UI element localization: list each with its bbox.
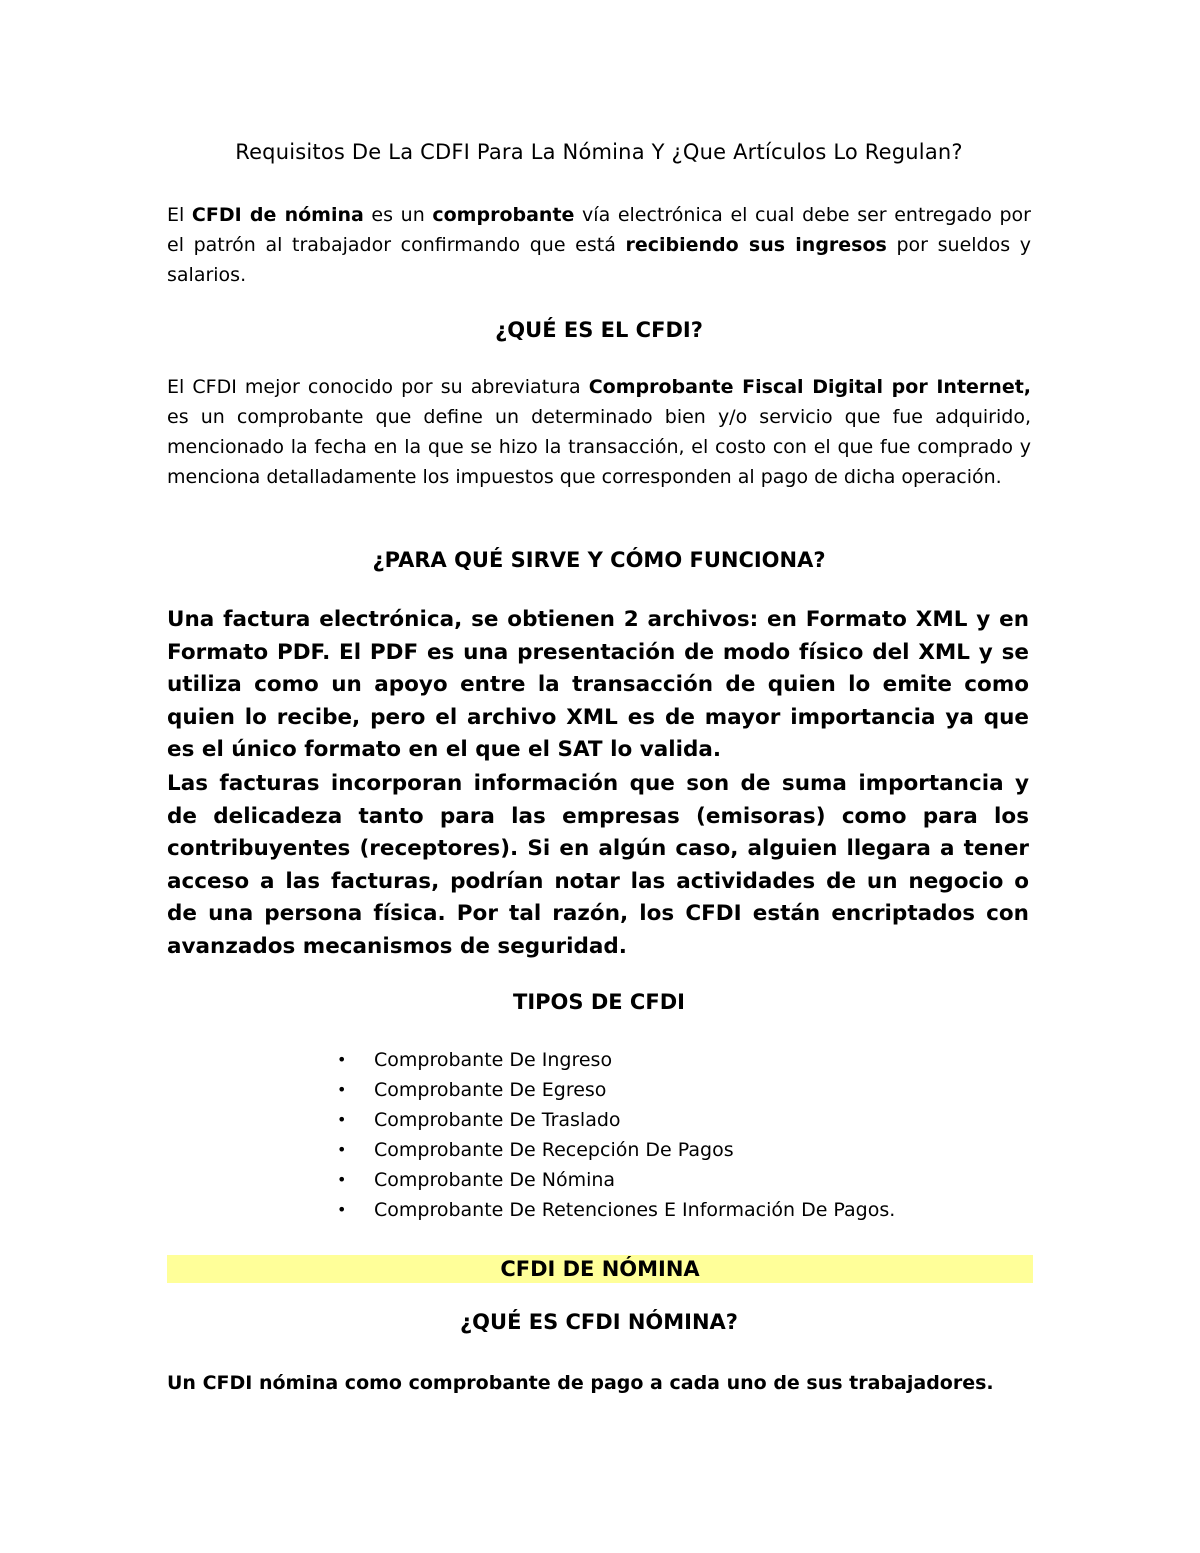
cfdi-nomina-banner: CFDI DE NÓMINA (167, 1255, 1033, 1283)
intro-bold-2: comprobante (432, 204, 575, 226)
intro-text-1: El (167, 204, 192, 226)
bullet-icon: • (337, 1140, 347, 1159)
list-item (167, 1045, 1031, 1075)
intro-bold-1: CFDI de nómina (191, 204, 364, 226)
intro-text-2: es un (363, 204, 433, 226)
section1-bold-1: Comprobante Fiscal Digital por Internet, (588, 376, 1032, 398)
section-heading-que-es-cfdi: ¿QUÉ ES EL CFDI? (495, 318, 703, 342)
list-item (167, 1135, 1031, 1165)
list-item (167, 1195, 1031, 1225)
section4-paragraph: Un CFDI nómina como comprobante de pago a cada uno de sus trabajadores. (167, 1372, 994, 1394)
bullet-icon: • (337, 1170, 347, 1189)
intro-text-4: por sueldos y salarios. (167, 234, 1032, 286)
intro-text-3: vía electrónica el cual debe ser entregado por el patrón al trabajador confirmando que está (167, 204, 1031, 256)
document-title: Requisitos De La CDFI Para La Nómina Y ¿Que Artículos Lo Regulan? (235, 140, 963, 164)
section-heading-para-que-sirve: ¿PARA QUÉ SIRVE Y CÓMO FUNCIONA? (372, 548, 826, 572)
cfdi-types-list (167, 1045, 1031, 1225)
section2-paragraph-2: Las facturas incorporan información que son de suma importancia y de delicadeza tanto para las empresas (emisoras) como para los contribuyentes (receptores). Si en algún caso, alguien llegara a tener acceso a las facturas, podrían notar las actividades de un negocio o de una persona física. Por tal razón, los CFDI están encriptados con avanzados mecanismos de seguridad. (167, 771, 1029, 959)
section-heading-que-es-cfdi-nomina: ¿QUÉ ES CFDI NÓMINA? (460, 1310, 738, 1334)
section1-text-1: El CFDI mejor conocido por su abreviatura (167, 376, 589, 398)
list-item-label: Comprobante De Nómina (374, 1169, 616, 1191)
list-item (167, 1165, 1031, 1195)
list-item-label: Comprobante De Egreso (374, 1079, 607, 1101)
section-heading-tipos-cfdi: TIPOS DE CFDI (513, 990, 685, 1014)
section2-paragraph-1: Una factura electrónica, se obtienen 2 archivos: en Formato XML y en Formato PDF. El PDF es una presentación de modo físico del XML y se utiliza como un apoyo entre la transacción de quien lo emite como quien lo recibe, pero el archivo XML es de mayor importancia ya que es el único formato en el que el SAT lo valida. (167, 607, 1029, 762)
list-item-label: Comprobante De Retenciones E Información De Pagos. (374, 1199, 896, 1221)
section1-text-2: es un comprobante que define un determinado bien y/o servicio que fue adquirido, mencionado la fecha en la que se hizo la transacción, el costo con el que fue comprado y menciona detalladamente los impuestos que corresponden al pago de dicha operación. (167, 406, 1031, 488)
bullet-icon: • (337, 1200, 347, 1219)
list-item-label: Comprobante De Ingreso (374, 1049, 613, 1071)
intro-paragraph (167, 200, 1031, 290)
list-item-label: Comprobante De Traslado (374, 1109, 621, 1131)
bullet-icon: • (337, 1110, 347, 1129)
bullet-icon: • (337, 1050, 347, 1069)
list-item (167, 1075, 1031, 1105)
list-item-label: Comprobante De Recepción De Pagos (374, 1139, 734, 1161)
section1-paragraph (167, 372, 1031, 492)
intro-bold-3: recibiendo sus ingresos (625, 234, 887, 256)
bullet-icon: • (337, 1080, 347, 1099)
list-item (167, 1105, 1031, 1135)
